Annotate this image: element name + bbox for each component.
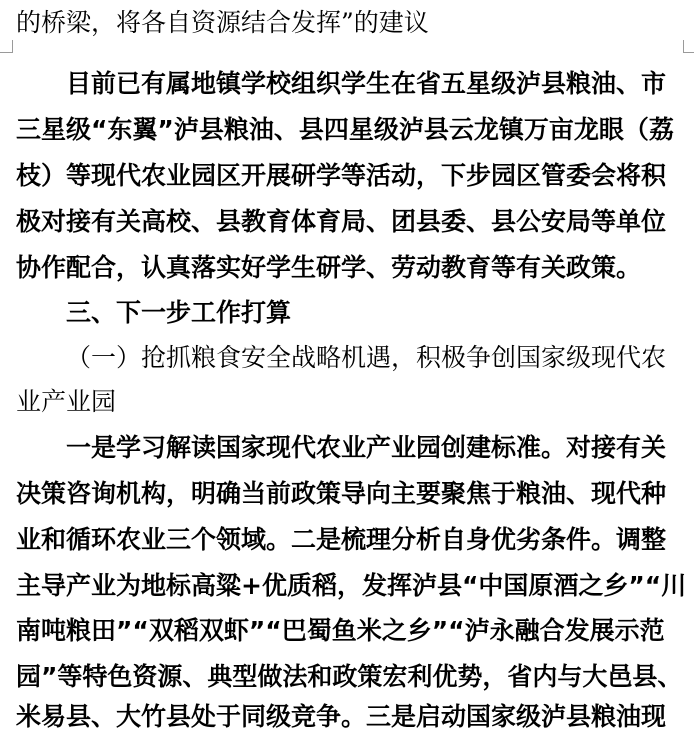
paragraph-2-line: 业和循环农业三个领域。二是梳理分析自身优劣条件。调整 [16, 525, 667, 554]
paragraph-1-line: 枝）等现代农业园区开展研学等活动，下步园区管委会将积 [16, 161, 667, 190]
previous-page-tail-text: 的桥梁，将各自资源结合发挥”的建议 [16, 8, 429, 37]
paragraph-1-line: 三星级“东翼”泸县粮油、县四星级泸县云龙镇万亩龙眼（荔 [16, 115, 674, 144]
left-margin-corner-mark [0, 40, 13, 53]
paragraph-1-line: 目前已有属地镇学校组织学生在省五星级泸县粮油、市 [66, 69, 667, 98]
paragraph-2-line: 主导产业为地标高粱+优质稻，发挥泸县“中国原酒之乡”“川 [16, 571, 687, 600]
paragraph-2-line: 米易县、大竹县处于同级竞争。三是启动国家级泸县粮油现 [16, 702, 667, 731]
paragraph-2-line: 南吨粮田”“双稻双虾”“巴蜀鱼米之乡”“泸永融合发展示范 [16, 616, 665, 645]
section-heading: 三、下一步工作打算 [66, 298, 292, 327]
paragraph-2-line: 一是学习解读国家现代农业产业园创建标准。对接有关 [66, 433, 667, 462]
paragraph-2-line: 决策咨询机构，明确当前政策导向主要聚焦于粮油、现代种 [16, 479, 667, 508]
right-margin-corner-mark [683, 40, 694, 53]
subheading-line: 业产业园 [16, 387, 117, 416]
paragraph-1-line: 极对接有关高校、县教育体育局、团县委、县公安局等单位 [16, 207, 667, 236]
paragraph-1-line: 协作配合，认真落实好学生研学、劳动教育等有关政策。 [16, 253, 642, 282]
paragraph-2-line: 园”等特色资源、典型做法和政策宏利优势，省内与大邑县、 [16, 662, 683, 691]
subheading-line: （一）抢抓粮食安全战略机遇，积极争创国家级现代农 [66, 343, 667, 372]
